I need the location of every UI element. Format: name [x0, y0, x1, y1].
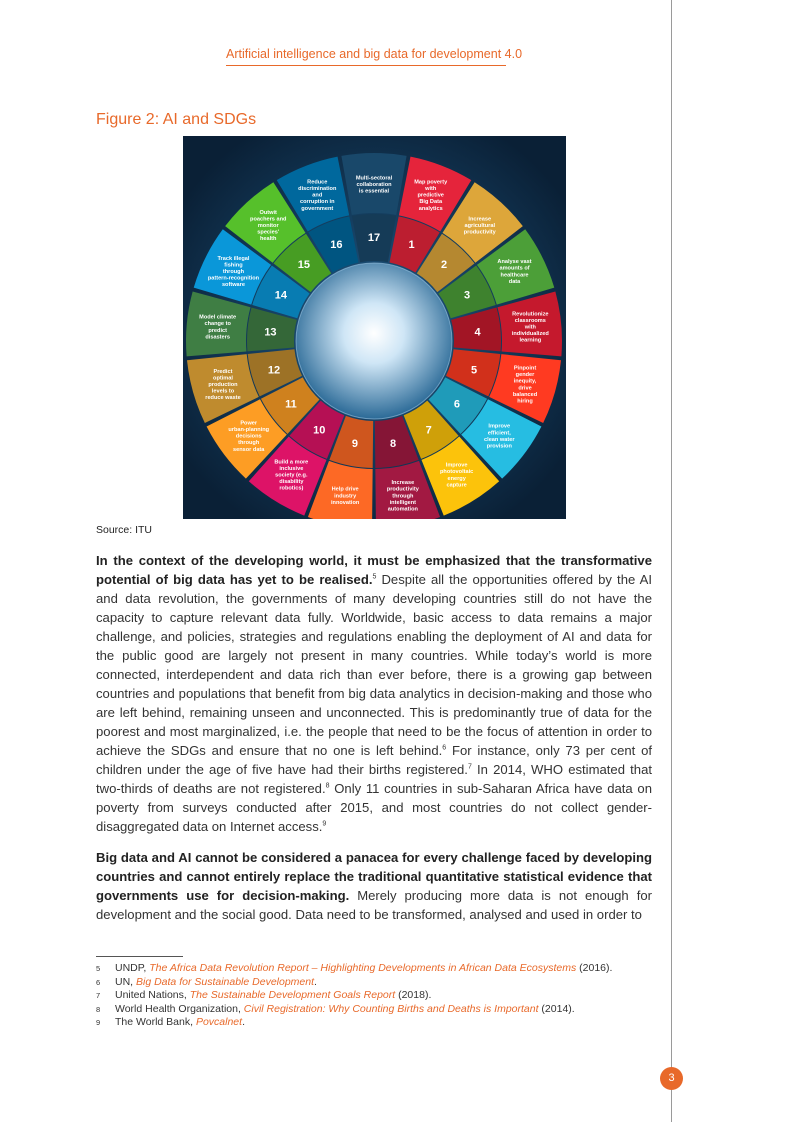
paragraph-1-text: Despite all the opportunities offered by the AI and data revolution, the governments of many developing countries still do not have the capacity to capture relevant data fully. Worldwide, basic access to data remains a major challenge, and policies, strategies and regulations enabling the deployment of AI and data for the public good are largely not present in many countries. While today’s world is more connected, interdependent and data rich than ever before, there is a growing gap between countries and populations that benefit from big data analytics in decision-making and those who are left behind, remaining unseen and unconnected. This is predominantly true of data for the poorest and most marginalized, i.e. the people that need to be the focus of attention in order to achieve the SDGs and ensure that no one is left behind. [96, 572, 652, 758]
sdg-ai-label: Build a more inclusive society (e.g. disability robotics) [274, 459, 309, 492]
footnote-author: UN, [115, 975, 136, 988]
page-number-badge: 3 [660, 1067, 683, 1090]
sdg-wheel-figure [183, 136, 566, 519]
footnote-item [96, 1003, 666, 1017]
sdg-goal-number: 10 [313, 424, 326, 437]
sdg-ai-label: Power urban-planning decisions through sensor data [228, 420, 270, 453]
sdg-goal-number: 2 [441, 259, 448, 272]
paragraph-2-text: Merely producing more data is not enough for development and the social good. Data need to be transformed, analysed and used in order to [96, 888, 652, 922]
sdg-ai-label: Pinpoint gender inequity, drive balanced hiring [512, 365, 538, 405]
footnote-suffix: . [314, 975, 317, 988]
sdg-ai-label: Increase agricultural productivity [463, 216, 496, 236]
sdg-ai-label: Multi-sectoral collaboration is essential [355, 175, 393, 195]
footnote-link[interactable]: Big Data for Sustainable Development [136, 975, 315, 988]
footnote-suffix: . [242, 1016, 245, 1029]
sdg-ai-label: Track illegal fishing through pattern-recognition software [207, 255, 260, 289]
paragraph-1-lead: In the context of the developing world, it must be emphasized that the transformative potential of big data has yet to be realised. [96, 553, 652, 587]
sdg-goal-number: 5 [470, 364, 478, 377]
footnote-item [96, 976, 666, 990]
footnotes [96, 962, 666, 1030]
sdg-goal-number: 6 [453, 398, 461, 411]
running-header: Artificial intelligence and big data for development 4.0 [226, 47, 523, 61]
paragraph-1-text: For instance, only 73 per cent of children under the age of five have had their births registered. [96, 743, 652, 777]
footnote-text [115, 962, 612, 976]
footnote-author: United Nations, [115, 989, 190, 1002]
footnote-ref[interactable]: 6 [442, 744, 447, 752]
sdg-goal-number: 14 [274, 289, 288, 302]
sdg-goal-number: 17 [367, 232, 381, 244]
footnote-ref[interactable]: 8 [325, 782, 330, 790]
footnote-number: 9 [96, 1018, 101, 1028]
figure-source: Source: ITU [96, 524, 153, 536]
footnote-link[interactable]: The Sustainable Development Goals Report [189, 989, 396, 1002]
footnote-text [115, 1016, 245, 1030]
sdg-goal-number: 12 [267, 364, 281, 377]
footnote-item [96, 989, 666, 1003]
sdg-ai-label: Revolutionize classrooms with individualized learning [511, 311, 549, 344]
sdg-goal-number: 16 [330, 239, 343, 252]
footnote-number: 6 [96, 977, 101, 987]
paragraph-1-text: In 2014, WHO estimated that two-thirds of deaths are not registered. [96, 762, 652, 796]
sdg-goal-number: 4 [474, 326, 481, 339]
footnote-suffix: (2016). [576, 962, 613, 974]
figure-title: Figure 2: AI and SDGs [96, 111, 257, 128]
sdg-ai-label: Map poverty with predictive Big Data analytics [414, 179, 448, 212]
sdg-goal-number: 8 [390, 438, 397, 451]
sdg-ai-label: Increase productivity through intelligent automation [386, 480, 419, 513]
footnote-link[interactable]: Civil Registration: Why Counting Births and Deaths is Important [243, 1002, 539, 1015]
footnote-number: 5 [96, 964, 101, 973]
paragraph-2-lead: Big data and AI cannot be considered a panacea for every challenge faced by developing countries and cannot entirely replace the traditional quantitative statistical evidence that governments use for decision-making. [96, 850, 652, 903]
sdg-ai-label: Improve photovoltaic energy capture [440, 462, 474, 489]
footnote-number: 7 [96, 991, 101, 1001]
paragraph-2 [96, 848, 652, 924]
sdg-goal-number: 1 [408, 239, 415, 252]
paragraph-1-text: Only 11 countries in sub-Saharan Africa have data on poverty from surveys conducted after 2015, and most countries do not collect gender-disaggregated data on Internet access. [96, 781, 652, 834]
footnote-author: UNDP, [115, 962, 150, 974]
footnote-link[interactable]: The Africa Data Revolution Report – Highlighting Developments in African Data Ecosystems [149, 962, 577, 974]
margin-rule [671, 0, 672, 1122]
sdg-ai-label: Outwit poachers and monitor species' health [250, 209, 287, 243]
sdg-goal-number: 3 [464, 289, 471, 302]
footnote-ref[interactable]: 5 [372, 573, 377, 581]
sdg-ai-label: Analyse vast amounts of healthcare data [497, 259, 532, 285]
footnote-author: World Health Organization, [115, 1002, 244, 1015]
footnote-author: The World Bank, [115, 1016, 196, 1029]
sdg-ai-label: Model climate change to predict disasters [199, 314, 237, 341]
sdg-goal-number: 15 [297, 259, 311, 272]
footnote-number: 8 [96, 1004, 101, 1014]
paragraph-1 [96, 551, 652, 836]
footnote-suffix: (2018). [395, 989, 432, 1002]
sdg-ai-label: Predict optimal production levels to reduce waste [205, 368, 241, 402]
footnote-link[interactable]: Povcalnet [195, 1016, 243, 1029]
header-underline [226, 65, 506, 66]
sdg-ai-label: Reduce discrimination and corruption in government [298, 179, 337, 212]
footnote-text [115, 989, 431, 1003]
sdg-goal-number: 11 [285, 398, 297, 411]
footnote-text [115, 1003, 575, 1017]
footnote-suffix: (2014). [538, 1002, 575, 1015]
footnote-rule [96, 956, 183, 957]
sdg-goal-number: 7 [425, 424, 432, 437]
sdg-goal-number: 13 [264, 326, 277, 339]
footnote-ref[interactable]: 9 [322, 820, 327, 828]
footnote-ref[interactable]: 7 [467, 763, 472, 771]
sdg-ai-label: Improve efficient, clean water provision [484, 423, 515, 450]
footnote-item [96, 1016, 666, 1030]
footnote-item [96, 962, 666, 976]
footnote-text [115, 976, 317, 990]
sdg-ai-label: Help drive industry innovation [331, 486, 360, 506]
center-light [296, 263, 452, 419]
sdg-wheel-graphic [183, 136, 566, 519]
sdg-goal-number: 9 [351, 438, 358, 451]
